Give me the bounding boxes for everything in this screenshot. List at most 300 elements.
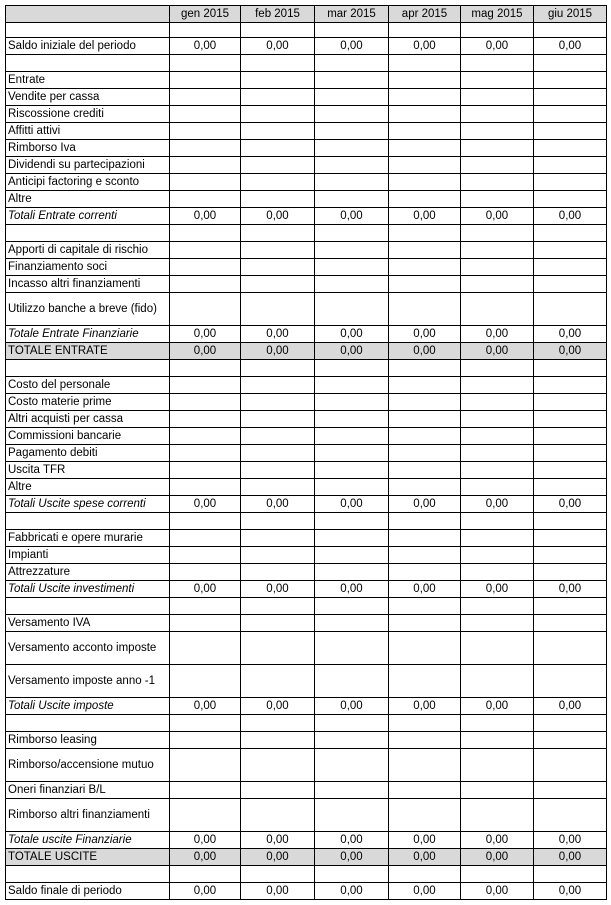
month-header: mar 2015 xyxy=(315,6,389,23)
value-cell xyxy=(461,225,534,242)
blank-row xyxy=(6,715,607,732)
value-cell xyxy=(389,72,461,89)
value-cell xyxy=(461,462,534,479)
value-cell: 0,00 xyxy=(389,883,461,900)
value-cell xyxy=(315,513,389,530)
value-cell xyxy=(170,360,241,377)
row-label xyxy=(6,55,170,72)
value-cell: 0,00 xyxy=(389,496,461,513)
value-cell xyxy=(315,732,389,749)
table-row xyxy=(6,445,607,462)
row-label: Dividendi su partecipazioni xyxy=(6,157,170,174)
value-cell xyxy=(389,191,461,208)
row-label xyxy=(6,598,170,615)
value-cell xyxy=(461,157,534,174)
value-cell: 0,00 xyxy=(389,38,461,55)
value-cell xyxy=(534,799,607,832)
value-cell: 0,00 xyxy=(534,581,607,598)
blank-row xyxy=(6,598,607,615)
value-cell: 0,00 xyxy=(461,883,534,900)
value-cell: 0,00 xyxy=(241,496,315,513)
value-cell xyxy=(461,123,534,140)
value-cell xyxy=(461,191,534,208)
table-row xyxy=(6,259,607,276)
value-cell xyxy=(170,225,241,242)
value-cell xyxy=(461,513,534,530)
value-cell xyxy=(241,598,315,615)
value-cell xyxy=(241,428,315,445)
value-cell xyxy=(534,513,607,530)
table-row xyxy=(6,123,607,140)
value-cell: 0,00 xyxy=(534,496,607,513)
value-cell xyxy=(461,140,534,157)
value-cell xyxy=(461,428,534,445)
value-cell xyxy=(461,564,534,581)
value-cell xyxy=(534,411,607,428)
value-cell xyxy=(534,615,607,632)
value-cell xyxy=(315,564,389,581)
value-cell xyxy=(241,799,315,832)
table-row xyxy=(6,615,607,632)
value-cell xyxy=(315,157,389,174)
grand-total-row xyxy=(6,343,607,360)
value-cell xyxy=(170,23,241,38)
value-cell xyxy=(461,530,534,547)
row-label xyxy=(6,715,170,732)
month-header: giu 2015 xyxy=(534,6,607,23)
value-cell xyxy=(461,276,534,293)
value-cell xyxy=(389,564,461,581)
value-cell: 0,00 xyxy=(315,581,389,598)
value-cell xyxy=(461,293,534,326)
table-row xyxy=(6,632,607,665)
value-cell xyxy=(170,462,241,479)
row-label: Rimborso altri finanziamenti xyxy=(6,799,170,832)
month-header: feb 2015 xyxy=(241,6,315,23)
value-cell xyxy=(389,530,461,547)
value-cell: 0,00 xyxy=(170,326,241,343)
table-row xyxy=(6,242,607,259)
value-cell: 0,00 xyxy=(241,849,315,866)
value-cell xyxy=(389,123,461,140)
value-cell xyxy=(241,174,315,191)
value-cell xyxy=(315,55,389,72)
blank-row xyxy=(6,360,607,377)
balance-row xyxy=(6,38,607,55)
value-cell xyxy=(241,530,315,547)
value-cell: 0,00 xyxy=(534,208,607,225)
value-cell: 0,00 xyxy=(170,832,241,849)
value-cell xyxy=(389,360,461,377)
value-cell xyxy=(170,749,241,782)
value-cell: 0,00 xyxy=(170,883,241,900)
blank-row xyxy=(6,55,607,72)
value-cell xyxy=(461,259,534,276)
value-cell xyxy=(241,665,315,698)
row-label: TOTALE ENTRATE xyxy=(6,343,170,360)
value-cell xyxy=(534,72,607,89)
value-cell xyxy=(170,564,241,581)
value-cell xyxy=(170,547,241,564)
value-cell: 0,00 xyxy=(461,343,534,360)
header-corner-cell xyxy=(6,6,170,23)
value-cell xyxy=(241,411,315,428)
value-cell: 0,00 xyxy=(315,208,389,225)
value-cell xyxy=(241,242,315,259)
value-cell xyxy=(461,23,534,38)
value-cell xyxy=(534,394,607,411)
value-cell xyxy=(389,157,461,174)
value-cell xyxy=(389,615,461,632)
value-cell xyxy=(315,462,389,479)
value-cell xyxy=(315,715,389,732)
value-cell xyxy=(241,259,315,276)
value-cell xyxy=(461,72,534,89)
blank-row xyxy=(6,866,607,883)
value-cell xyxy=(241,123,315,140)
table-row xyxy=(6,106,607,123)
value-cell xyxy=(534,157,607,174)
value-cell xyxy=(389,665,461,698)
value-cell xyxy=(315,225,389,242)
value-cell xyxy=(170,89,241,106)
value-cell xyxy=(315,242,389,259)
value-cell xyxy=(241,55,315,72)
row-label: Incasso altri finanziamenti xyxy=(6,276,170,293)
value-cell xyxy=(315,866,389,883)
value-cell xyxy=(170,157,241,174)
table-row xyxy=(6,799,607,832)
value-cell xyxy=(461,615,534,632)
value-cell: 0,00 xyxy=(534,832,607,849)
value-cell xyxy=(170,140,241,157)
value-cell xyxy=(315,377,389,394)
value-cell xyxy=(315,140,389,157)
row-label: Riscossione crediti xyxy=(6,106,170,123)
value-cell xyxy=(241,564,315,581)
table-row xyxy=(6,394,607,411)
value-cell xyxy=(389,55,461,72)
value-cell xyxy=(170,445,241,462)
value-cell: 0,00 xyxy=(461,326,534,343)
row-label: Versamento imposte anno -1 xyxy=(6,665,170,698)
value-cell xyxy=(534,377,607,394)
row-label: Utilizzo banche a breve (fido) xyxy=(6,293,170,326)
value-cell xyxy=(461,106,534,123)
value-cell: 0,00 xyxy=(389,208,461,225)
value-cell xyxy=(315,293,389,326)
value-cell xyxy=(241,615,315,632)
value-cell xyxy=(389,547,461,564)
row-label: Vendite per cassa xyxy=(6,89,170,106)
value-cell xyxy=(389,106,461,123)
value-cell xyxy=(389,23,461,38)
value-cell xyxy=(389,411,461,428)
value-cell xyxy=(461,394,534,411)
table-row xyxy=(6,157,607,174)
value-cell xyxy=(534,106,607,123)
value-cell xyxy=(241,106,315,123)
table-row xyxy=(6,377,607,394)
row-label: Affitti attivi xyxy=(6,123,170,140)
value-cell xyxy=(534,530,607,547)
value-cell xyxy=(315,191,389,208)
value-cell: 0,00 xyxy=(170,343,241,360)
value-cell xyxy=(170,799,241,832)
value-cell xyxy=(389,598,461,615)
value-cell: 0,00 xyxy=(461,38,534,55)
value-cell xyxy=(241,732,315,749)
table-row xyxy=(6,564,607,581)
table-row xyxy=(6,749,607,782)
value-cell xyxy=(170,866,241,883)
row-label: Totale Entrate Finanziarie xyxy=(6,326,170,343)
value-cell: 0,00 xyxy=(241,581,315,598)
value-cell xyxy=(534,479,607,496)
value-cell: 0,00 xyxy=(461,832,534,849)
value-cell xyxy=(241,72,315,89)
value-cell xyxy=(241,276,315,293)
value-cell xyxy=(315,665,389,698)
value-cell: 0,00 xyxy=(241,326,315,343)
value-cell xyxy=(389,174,461,191)
value-cell xyxy=(170,615,241,632)
value-cell xyxy=(315,89,389,106)
value-cell xyxy=(534,428,607,445)
value-cell: 0,00 xyxy=(315,832,389,849)
value-cell: 0,00 xyxy=(241,208,315,225)
value-cell: 0,00 xyxy=(315,38,389,55)
value-cell: 0,00 xyxy=(534,38,607,55)
value-cell xyxy=(534,259,607,276)
value-cell xyxy=(534,191,607,208)
value-cell: 0,00 xyxy=(461,208,534,225)
value-cell xyxy=(241,547,315,564)
row-label: Rimborso Iva xyxy=(6,140,170,157)
value-cell xyxy=(170,513,241,530)
value-cell xyxy=(315,174,389,191)
value-cell xyxy=(389,428,461,445)
value-cell: 0,00 xyxy=(389,326,461,343)
value-cell: 0,00 xyxy=(241,698,315,715)
value-cell xyxy=(389,749,461,782)
value-cell xyxy=(315,615,389,632)
row-label: Apporti di capitale di rischio xyxy=(6,242,170,259)
subtotal-row xyxy=(6,208,607,225)
row-label xyxy=(6,225,170,242)
value-cell xyxy=(534,866,607,883)
value-cell: 0,00 xyxy=(534,849,607,866)
value-cell xyxy=(461,445,534,462)
value-cell xyxy=(534,732,607,749)
value-cell xyxy=(315,782,389,799)
row-label: Uscita TFR xyxy=(6,462,170,479)
value-cell: 0,00 xyxy=(389,849,461,866)
value-cell xyxy=(170,191,241,208)
month-header: gen 2015 xyxy=(170,6,241,23)
value-cell: 0,00 xyxy=(461,849,534,866)
value-cell xyxy=(534,445,607,462)
value-cell xyxy=(534,225,607,242)
balance-row xyxy=(6,883,607,900)
value-cell xyxy=(241,191,315,208)
value-cell: 0,00 xyxy=(461,496,534,513)
value-cell xyxy=(534,276,607,293)
value-cell xyxy=(461,242,534,259)
value-cell xyxy=(461,547,534,564)
value-cell xyxy=(534,89,607,106)
value-cell xyxy=(170,242,241,259)
value-cell xyxy=(534,749,607,782)
row-label xyxy=(6,360,170,377)
value-cell xyxy=(461,782,534,799)
table-row xyxy=(6,72,607,89)
value-cell xyxy=(315,479,389,496)
value-cell xyxy=(534,715,607,732)
table-row xyxy=(6,293,607,326)
value-cell xyxy=(241,157,315,174)
table-row xyxy=(6,89,607,106)
value-cell: 0,00 xyxy=(315,883,389,900)
value-cell xyxy=(534,123,607,140)
value-cell xyxy=(389,866,461,883)
table-row xyxy=(6,732,607,749)
value-cell xyxy=(170,55,241,72)
value-cell xyxy=(461,598,534,615)
table-row xyxy=(6,462,607,479)
value-cell: 0,00 xyxy=(170,208,241,225)
value-cell xyxy=(170,259,241,276)
value-cell xyxy=(170,782,241,799)
blank-row xyxy=(6,225,607,242)
value-cell xyxy=(389,242,461,259)
value-cell xyxy=(534,632,607,665)
row-label: Versamento IVA xyxy=(6,615,170,632)
value-cell xyxy=(389,715,461,732)
value-cell xyxy=(241,749,315,782)
value-cell: 0,00 xyxy=(315,698,389,715)
table-row xyxy=(6,428,607,445)
value-cell xyxy=(461,479,534,496)
value-cell xyxy=(315,360,389,377)
table-row xyxy=(6,140,607,157)
value-cell xyxy=(241,360,315,377)
value-cell xyxy=(315,632,389,665)
value-cell: 0,00 xyxy=(389,832,461,849)
value-cell xyxy=(461,732,534,749)
value-cell xyxy=(461,411,534,428)
value-cell xyxy=(241,89,315,106)
header-row xyxy=(6,6,607,23)
value-cell xyxy=(389,259,461,276)
blank-row xyxy=(6,23,607,38)
subtotal-row xyxy=(6,496,607,513)
value-cell: 0,00 xyxy=(315,849,389,866)
row-label: Pagamento debiti xyxy=(6,445,170,462)
value-cell xyxy=(389,782,461,799)
value-cell xyxy=(241,140,315,157)
value-cell xyxy=(170,632,241,665)
value-cell xyxy=(241,462,315,479)
value-cell xyxy=(315,598,389,615)
value-cell xyxy=(461,174,534,191)
value-cell xyxy=(534,360,607,377)
row-label: Oneri finanziari B/L xyxy=(6,782,170,799)
table-row xyxy=(6,174,607,191)
value-cell xyxy=(389,225,461,242)
value-cell xyxy=(461,55,534,72)
row-label: Totali Uscite spese correnti xyxy=(6,496,170,513)
value-cell xyxy=(315,106,389,123)
row-label xyxy=(6,23,170,38)
value-cell: 0,00 xyxy=(241,883,315,900)
value-cell: 0,00 xyxy=(534,698,607,715)
value-cell xyxy=(534,547,607,564)
value-cell: 0,00 xyxy=(461,698,534,715)
value-cell: 0,00 xyxy=(241,343,315,360)
row-label: Versamento acconto imposte xyxy=(6,632,170,665)
value-cell xyxy=(534,242,607,259)
value-cell xyxy=(241,394,315,411)
value-cell xyxy=(389,462,461,479)
row-label: Attrezzature xyxy=(6,564,170,581)
value-cell xyxy=(534,23,607,38)
value-cell xyxy=(170,174,241,191)
value-cell xyxy=(534,782,607,799)
cash-flow-table xyxy=(5,5,607,900)
value-cell xyxy=(241,23,315,38)
row-label: Altre xyxy=(6,191,170,208)
row-label: Totali Uscite investimenti xyxy=(6,581,170,598)
value-cell: 0,00 xyxy=(534,343,607,360)
value-cell xyxy=(241,632,315,665)
value-cell xyxy=(315,530,389,547)
row-label: Rimborso leasing xyxy=(6,732,170,749)
value-cell xyxy=(241,445,315,462)
value-cell xyxy=(315,23,389,38)
row-label: Saldo finale di periodo xyxy=(6,883,170,900)
row-label xyxy=(6,513,170,530)
value-cell xyxy=(170,732,241,749)
value-cell: 0,00 xyxy=(170,849,241,866)
value-cell xyxy=(389,276,461,293)
table-row xyxy=(6,276,607,293)
row-label: TOTALE USCITE xyxy=(6,849,170,866)
value-cell xyxy=(170,665,241,698)
table-row xyxy=(6,191,607,208)
value-cell xyxy=(170,293,241,326)
value-cell xyxy=(461,715,534,732)
value-cell xyxy=(170,276,241,293)
table-row xyxy=(6,530,607,547)
value-cell xyxy=(534,665,607,698)
row-label: Totali Entrate correnti xyxy=(6,208,170,225)
value-cell xyxy=(534,293,607,326)
table-row xyxy=(6,782,607,799)
value-cell: 0,00 xyxy=(170,581,241,598)
value-cell xyxy=(534,140,607,157)
value-cell: 0,00 xyxy=(241,38,315,55)
row-label: Altri acquisti per cassa xyxy=(6,411,170,428)
value-cell xyxy=(315,547,389,564)
table-row xyxy=(6,411,607,428)
subtotal-row xyxy=(6,326,607,343)
month-header: apr 2015 xyxy=(389,6,461,23)
value-cell xyxy=(241,715,315,732)
value-cell: 0,00 xyxy=(389,698,461,715)
value-cell xyxy=(241,866,315,883)
value-cell xyxy=(315,259,389,276)
